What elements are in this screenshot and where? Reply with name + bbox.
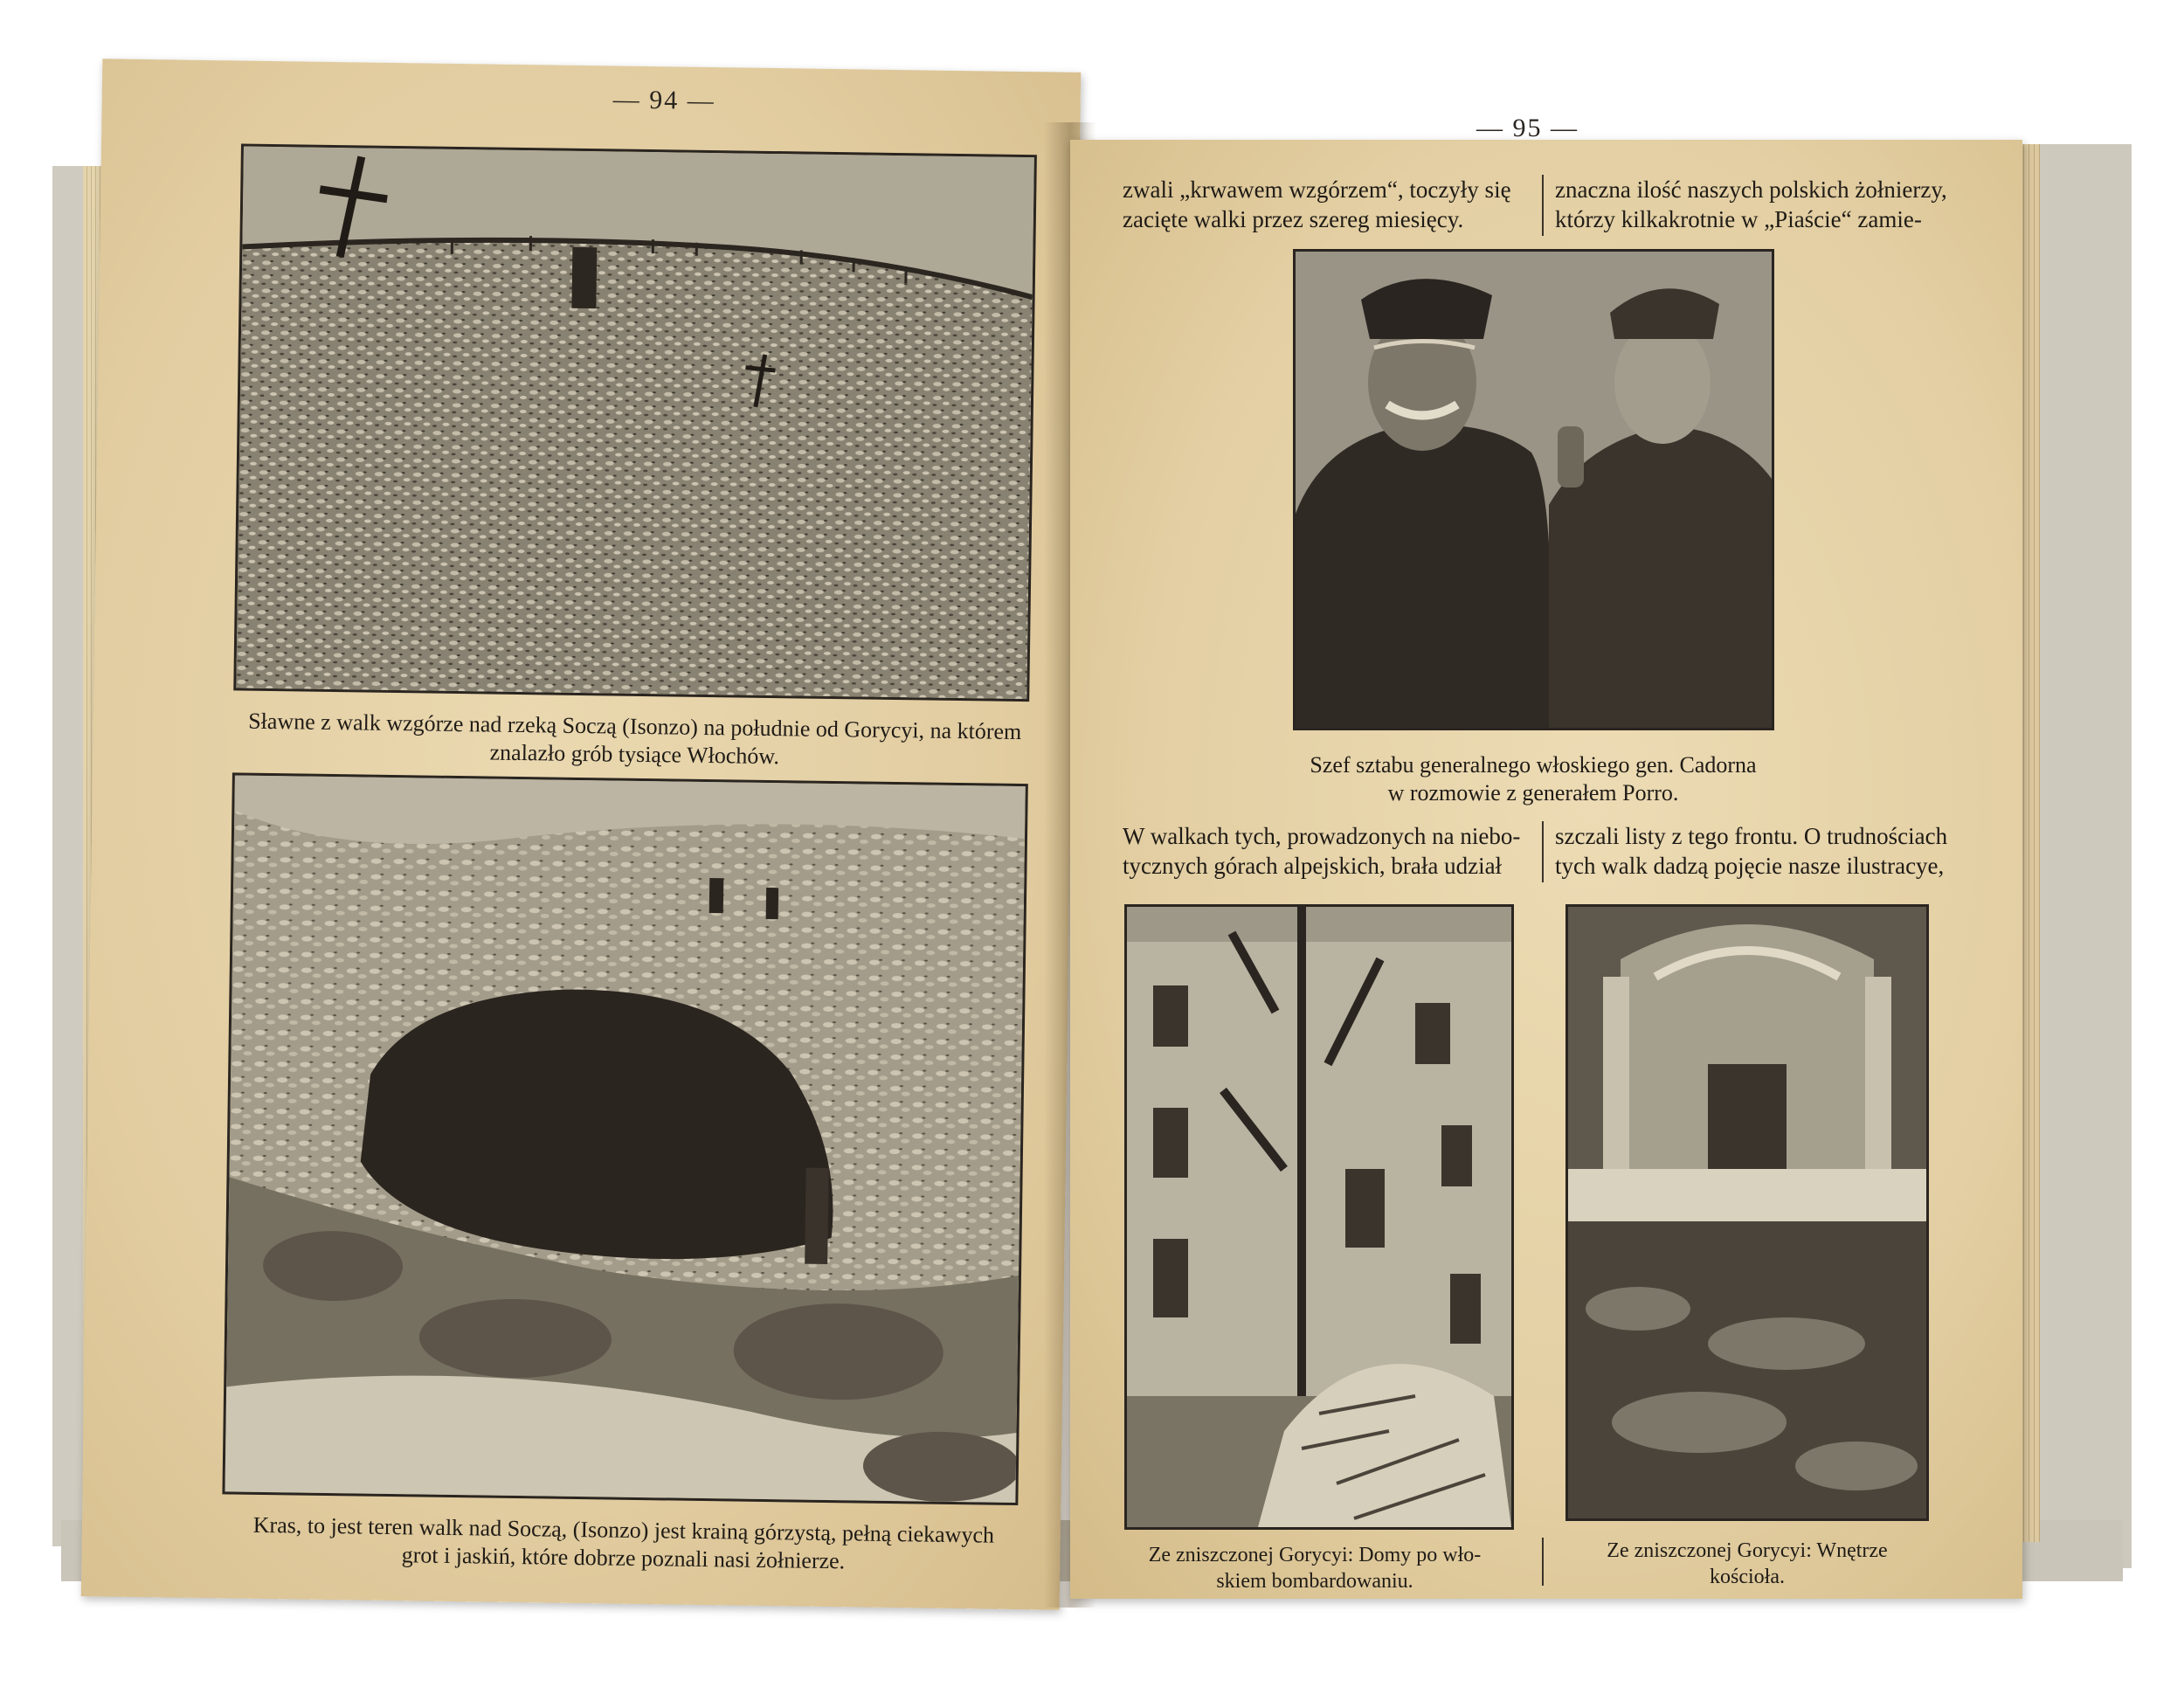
photo-church-interior — [1565, 904, 1929, 1521]
body-text-top-right — [1555, 175, 1992, 234]
column-rule-top — [1542, 175, 1544, 236]
caption-hill — [215, 707, 1054, 774]
photo-hill-graves — [233, 143, 1037, 702]
body-line: którzy kilkakrotnie w „Piaście“ zamie- — [1555, 206, 1922, 232]
caption-hill-line-1: Sławne z walk wzgórze nad rzeką Soczą (Isonzo) na południe od Gorycyi, na którem — [248, 708, 1022, 745]
caption-karst-line-1: Kras, to jest teren walk nad Soczą, (Isonzo) jest krainą górzystą, pełną ciekawych — [252, 1511, 995, 1548]
caption-karst — [204, 1511, 1043, 1578]
caption-church — [1559, 1538, 1935, 1590]
body-text-mid-left — [1123, 821, 1533, 881]
body-line: znaczna ilość naszych polskich żołnierzy, — [1555, 176, 1947, 203]
caption-generals-line-2: w rozmowie z generałem Porro. — [1387, 780, 1679, 806]
photo-generals — [1293, 249, 1774, 730]
body-line: W walkach tych, prowadzonych na niebo- — [1123, 823, 1521, 849]
photo-destroyed-houses — [1124, 904, 1514, 1530]
body-line: tycznych górach alpejskich, brała udział — [1123, 853, 1503, 879]
caption-generals — [1262, 751, 1804, 807]
body-line: tych walk dadzą pojęcie nasze ilustracye, — [1555, 853, 1945, 879]
caption-church-line-2: kościoła. — [1710, 1566, 1785, 1588]
body-text-mid-right — [1555, 821, 1992, 881]
body-line: zacięte walki przez szereg miesięcy. — [1123, 206, 1464, 232]
page-number-left: — 94 — — [612, 85, 715, 116]
right-page — [1070, 114, 2022, 1599]
caption-houses-line-2: skiem bombardowaniu. — [1216, 1570, 1413, 1593]
caption-houses — [1105, 1542, 1524, 1594]
caption-church-line-1: Ze zniszczonej Gorycyi: Wnętrze — [1607, 1539, 1888, 1562]
photo-karst-cave — [222, 772, 1027, 1505]
left-page — [81, 59, 1081, 1609]
page-number-right: — 95 — — [1476, 114, 1579, 142]
body-line: szczali listy z tego frontu. O trudnościach — [1555, 823, 1948, 849]
column-rule-bottom — [1542, 1538, 1544, 1586]
body-line: zwali „krwawem wzgórzem“, toczyły się — [1123, 176, 1511, 203]
caption-houses-line-1: Ze zniszczonej Gorycyi: Domy po wło- — [1148, 1544, 1482, 1566]
column-rule-mid — [1542, 821, 1544, 882]
body-text-top-left — [1123, 175, 1533, 234]
caption-hill-line-2: znalazło grób tysiące Włochów. — [489, 739, 780, 770]
caption-karst-line-2: grot i jaskiń, które dobrze poznali nasi żołnierze. — [401, 1542, 846, 1574]
caption-generals-line-1: Szef sztabu generalnego włoskiego gen. Cadorna — [1310, 752, 1757, 778]
